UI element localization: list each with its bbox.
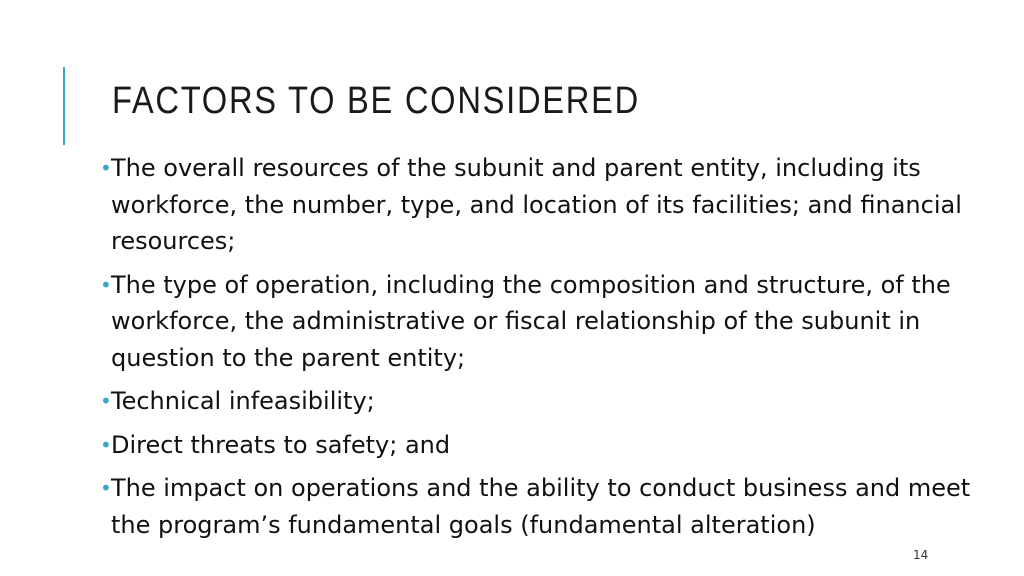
page-number: 14 xyxy=(913,548,929,562)
bullet-text: Direct threats to safety; and xyxy=(111,430,451,459)
bullet-text: The impact on operations and the ability to conduct business and meet the program’s fundamental goals (fundamental alteration) xyxy=(111,474,971,539)
bullet-text: The overall resources of the subunit and parent entity, including its workforce, the number, type, and location of its facilities; and financial resources; xyxy=(111,154,962,255)
bullet-text: Technical infeasibility; xyxy=(111,387,375,415)
bullet-item xyxy=(100,383,1000,420)
bullet-dot-icon: • xyxy=(100,432,112,457)
bullet-dot-icon: • xyxy=(100,156,112,180)
slide-title: FACTORS TO BE CONSIDERED xyxy=(112,80,640,122)
bullet-item xyxy=(100,267,1000,377)
bullet-dot-icon: • xyxy=(100,272,112,297)
bullet-item xyxy=(100,470,1000,543)
bullet-dot-icon: • xyxy=(100,476,112,500)
bullet-item xyxy=(100,150,1000,260)
title-accent-bar xyxy=(63,67,65,145)
bullet-text: The type of operation, including the composition and structure, of the workforce, the administrative or fiscal relationship of the subunit in question to the parent entity; xyxy=(111,270,951,372)
bullet-item xyxy=(100,427,1000,464)
bullet-list xyxy=(100,150,1000,550)
bullet-dot-icon: • xyxy=(100,389,112,413)
